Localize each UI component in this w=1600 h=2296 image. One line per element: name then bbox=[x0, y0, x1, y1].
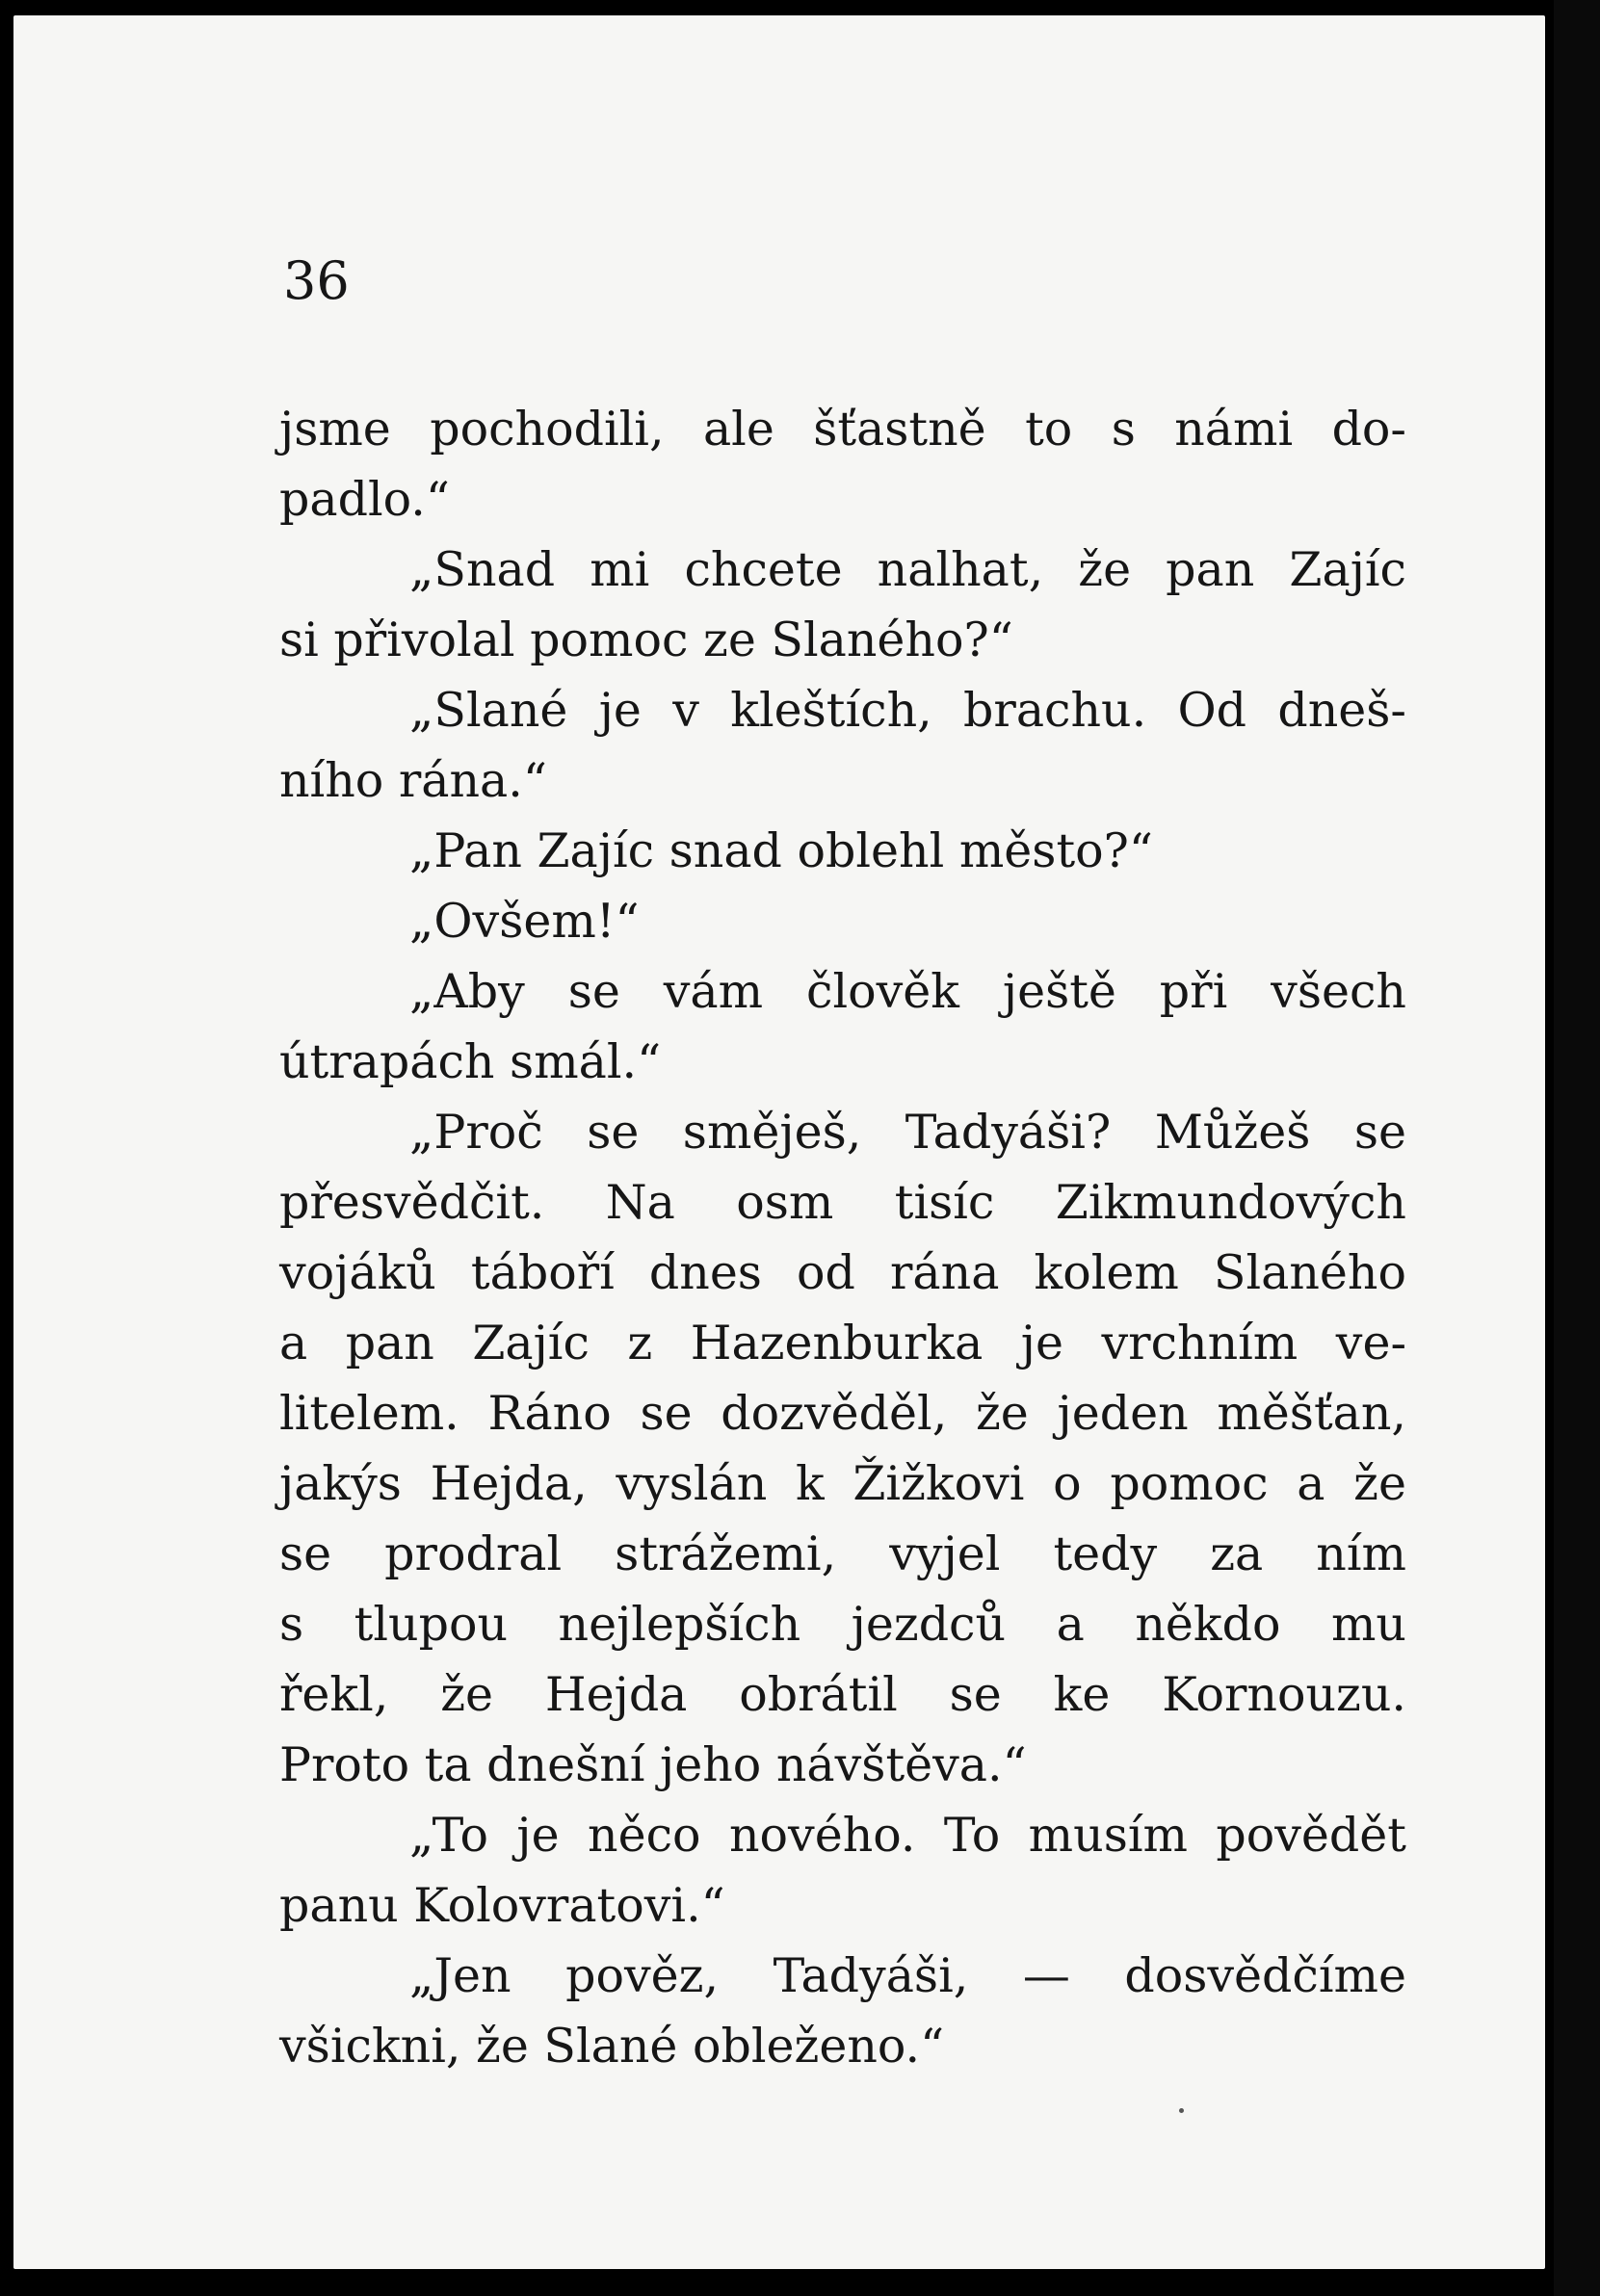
text-line: padlo.“ bbox=[279, 472, 450, 527]
text-line: „Proč se směješ, Tadyáši? Můžeš se bbox=[409, 1105, 1406, 1160]
text-line: řekl, že Hejda obrátil se ke Kornouzu. bbox=[279, 1667, 1406, 1722]
text-line: přesvědčit. Na osm tisíc Zikmundových bbox=[279, 1175, 1406, 1230]
text-line: „Jen pověz, Tadyáši, — dosvědčíme bbox=[409, 1948, 1406, 2003]
text-line: „Snad mi chcete nalhat, že pan Zajíc bbox=[409, 542, 1406, 597]
text-line: vojáků táboří dnes od rána kolem Slaného bbox=[279, 1245, 1406, 1300]
text-line: si přivolal pomoc ze Slaného?“ bbox=[279, 613, 1013, 667]
page-number: 36 bbox=[283, 250, 350, 311]
text-line: panu Kolovratovi.“ bbox=[279, 1878, 725, 1933]
text-line: „Pan Zajíc snad oblehl město?“ bbox=[409, 823, 1153, 878]
text-line: ního rána.“ bbox=[279, 753, 547, 808]
text-line: se prodral strážemi, vyjel tedy za ním bbox=[279, 1526, 1406, 1581]
text-line: jakýs Hejda, vyslán k Žižkovi o pomoc a že bbox=[279, 1456, 1406, 1511]
book-page bbox=[13, 15, 1545, 2269]
text-line: „Slané je v kleštích, brachu. Od dneš- bbox=[409, 683, 1406, 738]
text-line: útrapách smál.“ bbox=[279, 1034, 662, 1089]
scan-edge bbox=[1554, 0, 1600, 2296]
body-text bbox=[279, 394, 1406, 2081]
text-line: Proto ta dnešní jeho návštěva.“ bbox=[279, 1737, 1027, 1792]
text-line: litelem. Ráno se dozvěděl, že jeden měšťan, bbox=[279, 1386, 1406, 1441]
text-line: všickni, že Slané obleženo.“ bbox=[279, 2019, 945, 2074]
text-line: „Aby se vám člověk ještě při všech bbox=[409, 964, 1406, 1019]
paper-speck bbox=[1179, 2108, 1184, 2113]
text-line: „Ovšem!“ bbox=[409, 894, 640, 949]
text-line: a pan Zajíc z Hazenburka je vrchním ve- bbox=[279, 1316, 1406, 1370]
text-line: s tlupou nejlepších jezdců a někdo mu bbox=[279, 1597, 1406, 1652]
text-line: jsme pochodili, ale šťastně to s námi do- bbox=[279, 402, 1406, 457]
text-line: „To je něco nového. To musím povědět bbox=[409, 1808, 1406, 1863]
